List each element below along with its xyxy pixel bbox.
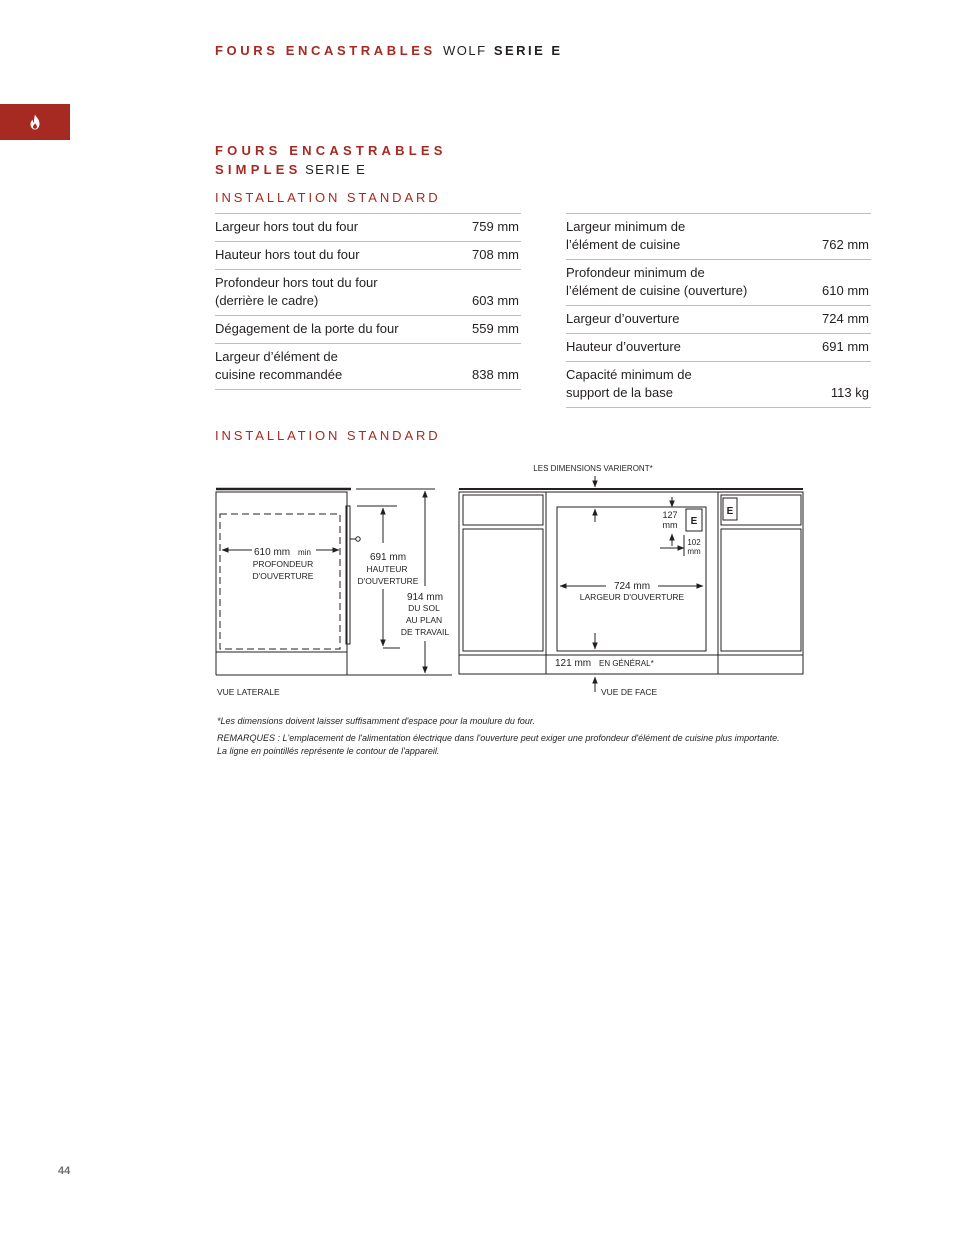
spec-value: 610 mm xyxy=(822,283,869,298)
spec-value: 559 mm xyxy=(472,321,519,336)
installation-heading: INSTALLATION STANDARD xyxy=(215,190,441,205)
floor-label-2: AU PLAN xyxy=(405,615,443,625)
spec-value: 708 mm xyxy=(472,247,519,262)
spec-value: 113 kg xyxy=(830,385,869,400)
width-value: 724 mm xyxy=(613,581,651,592)
spec-value: 603 mm xyxy=(472,293,519,308)
spec-label: Hauteur hors tout du four xyxy=(215,247,360,262)
side-view-drawing xyxy=(216,489,360,675)
spec-label: Hauteur d’ouverture xyxy=(566,339,681,354)
floor-label-1: DU SOL xyxy=(408,603,440,613)
e-side-value: 102 xyxy=(687,538,701,547)
spec-value: 724 mm xyxy=(822,311,869,326)
e-label-outside: E xyxy=(726,506,734,517)
page-number: 44 xyxy=(58,1165,71,1177)
e-side-unit: mm xyxy=(687,547,701,556)
floor-label-3: DE TRAVAIL xyxy=(400,627,450,637)
spec-value: 762 mm xyxy=(822,237,869,252)
spec-label: Profondeur minimum de l’élément de cuisine (ouverture) xyxy=(566,265,748,298)
e-top-unit: mm xyxy=(662,520,678,530)
remark-2: La ligne en pointillés représente le contour de l'appareil. xyxy=(217,746,440,756)
spec-label: Profondeur hors tout du four (derrière le cadre) xyxy=(215,275,378,308)
spec-value: 838 mm xyxy=(472,367,519,382)
height-value: 691 mm xyxy=(369,552,407,563)
front-view-label: VUE DE FACE xyxy=(601,687,658,697)
e-top-value: 127 xyxy=(662,510,678,520)
depth-label-1: PROFONDEUR xyxy=(252,559,314,569)
spec-label: Largeur hors tout du four xyxy=(215,219,359,234)
spec-label: Largeur d’élément de cuisine recommandée xyxy=(215,349,343,382)
height-label-2: D'OUVERTURE xyxy=(357,576,419,586)
depth-min: min xyxy=(298,548,311,557)
side-view-label: VUE LATERALE xyxy=(217,687,280,697)
header-series: SERIE E xyxy=(493,43,563,58)
spec-value: 691 mm xyxy=(822,339,869,354)
floor-value: 914 mm xyxy=(406,592,444,603)
e-label-inside: E xyxy=(690,516,698,527)
footnote: *Les dimensions doivent laisser suffisamment d'espace pour la moulure du four. xyxy=(217,716,536,726)
width-label: LARGEUR D'OUVERTURE xyxy=(579,592,685,602)
bottom-value: 121 mm xyxy=(555,658,592,669)
spec-label: Largeur minimum de l’élément de cuisine xyxy=(566,219,686,252)
spec-label: Largeur d’ouverture xyxy=(566,311,680,326)
dims-vary-label: LES DIMENSIONS VARIERONT* xyxy=(533,464,653,473)
spec-value: 759 mm xyxy=(472,219,519,234)
spec-label: Capacité minimum de support de la base xyxy=(566,367,692,400)
depth-value: 610 mm xyxy=(254,547,291,558)
depth-label-2: D'OUVERTURE xyxy=(252,571,314,581)
header-brand: WOLF xyxy=(443,43,487,58)
bottom-label: EN GÉNÉRAL* xyxy=(599,659,654,668)
diagram-heading: INSTALLATION STANDARD xyxy=(215,428,441,443)
remark-1: REMARQUES : L'emplacement de l'alimentation électrique dans l'ouverture peut exiger une profondeur d'élément de cuisine plus importante. xyxy=(217,733,780,743)
section-title-line1: FOURS ENCASTRABLES xyxy=(215,143,447,158)
header-title: FOURS ENCASTRABLES xyxy=(215,43,436,58)
section-title-series: SERIE E xyxy=(305,162,367,177)
spec-label: Dégagement de la porte du four xyxy=(215,321,399,336)
height-label-1: HAUTEUR xyxy=(366,564,408,574)
section-title-line2-red: SIMPLES xyxy=(215,162,302,177)
